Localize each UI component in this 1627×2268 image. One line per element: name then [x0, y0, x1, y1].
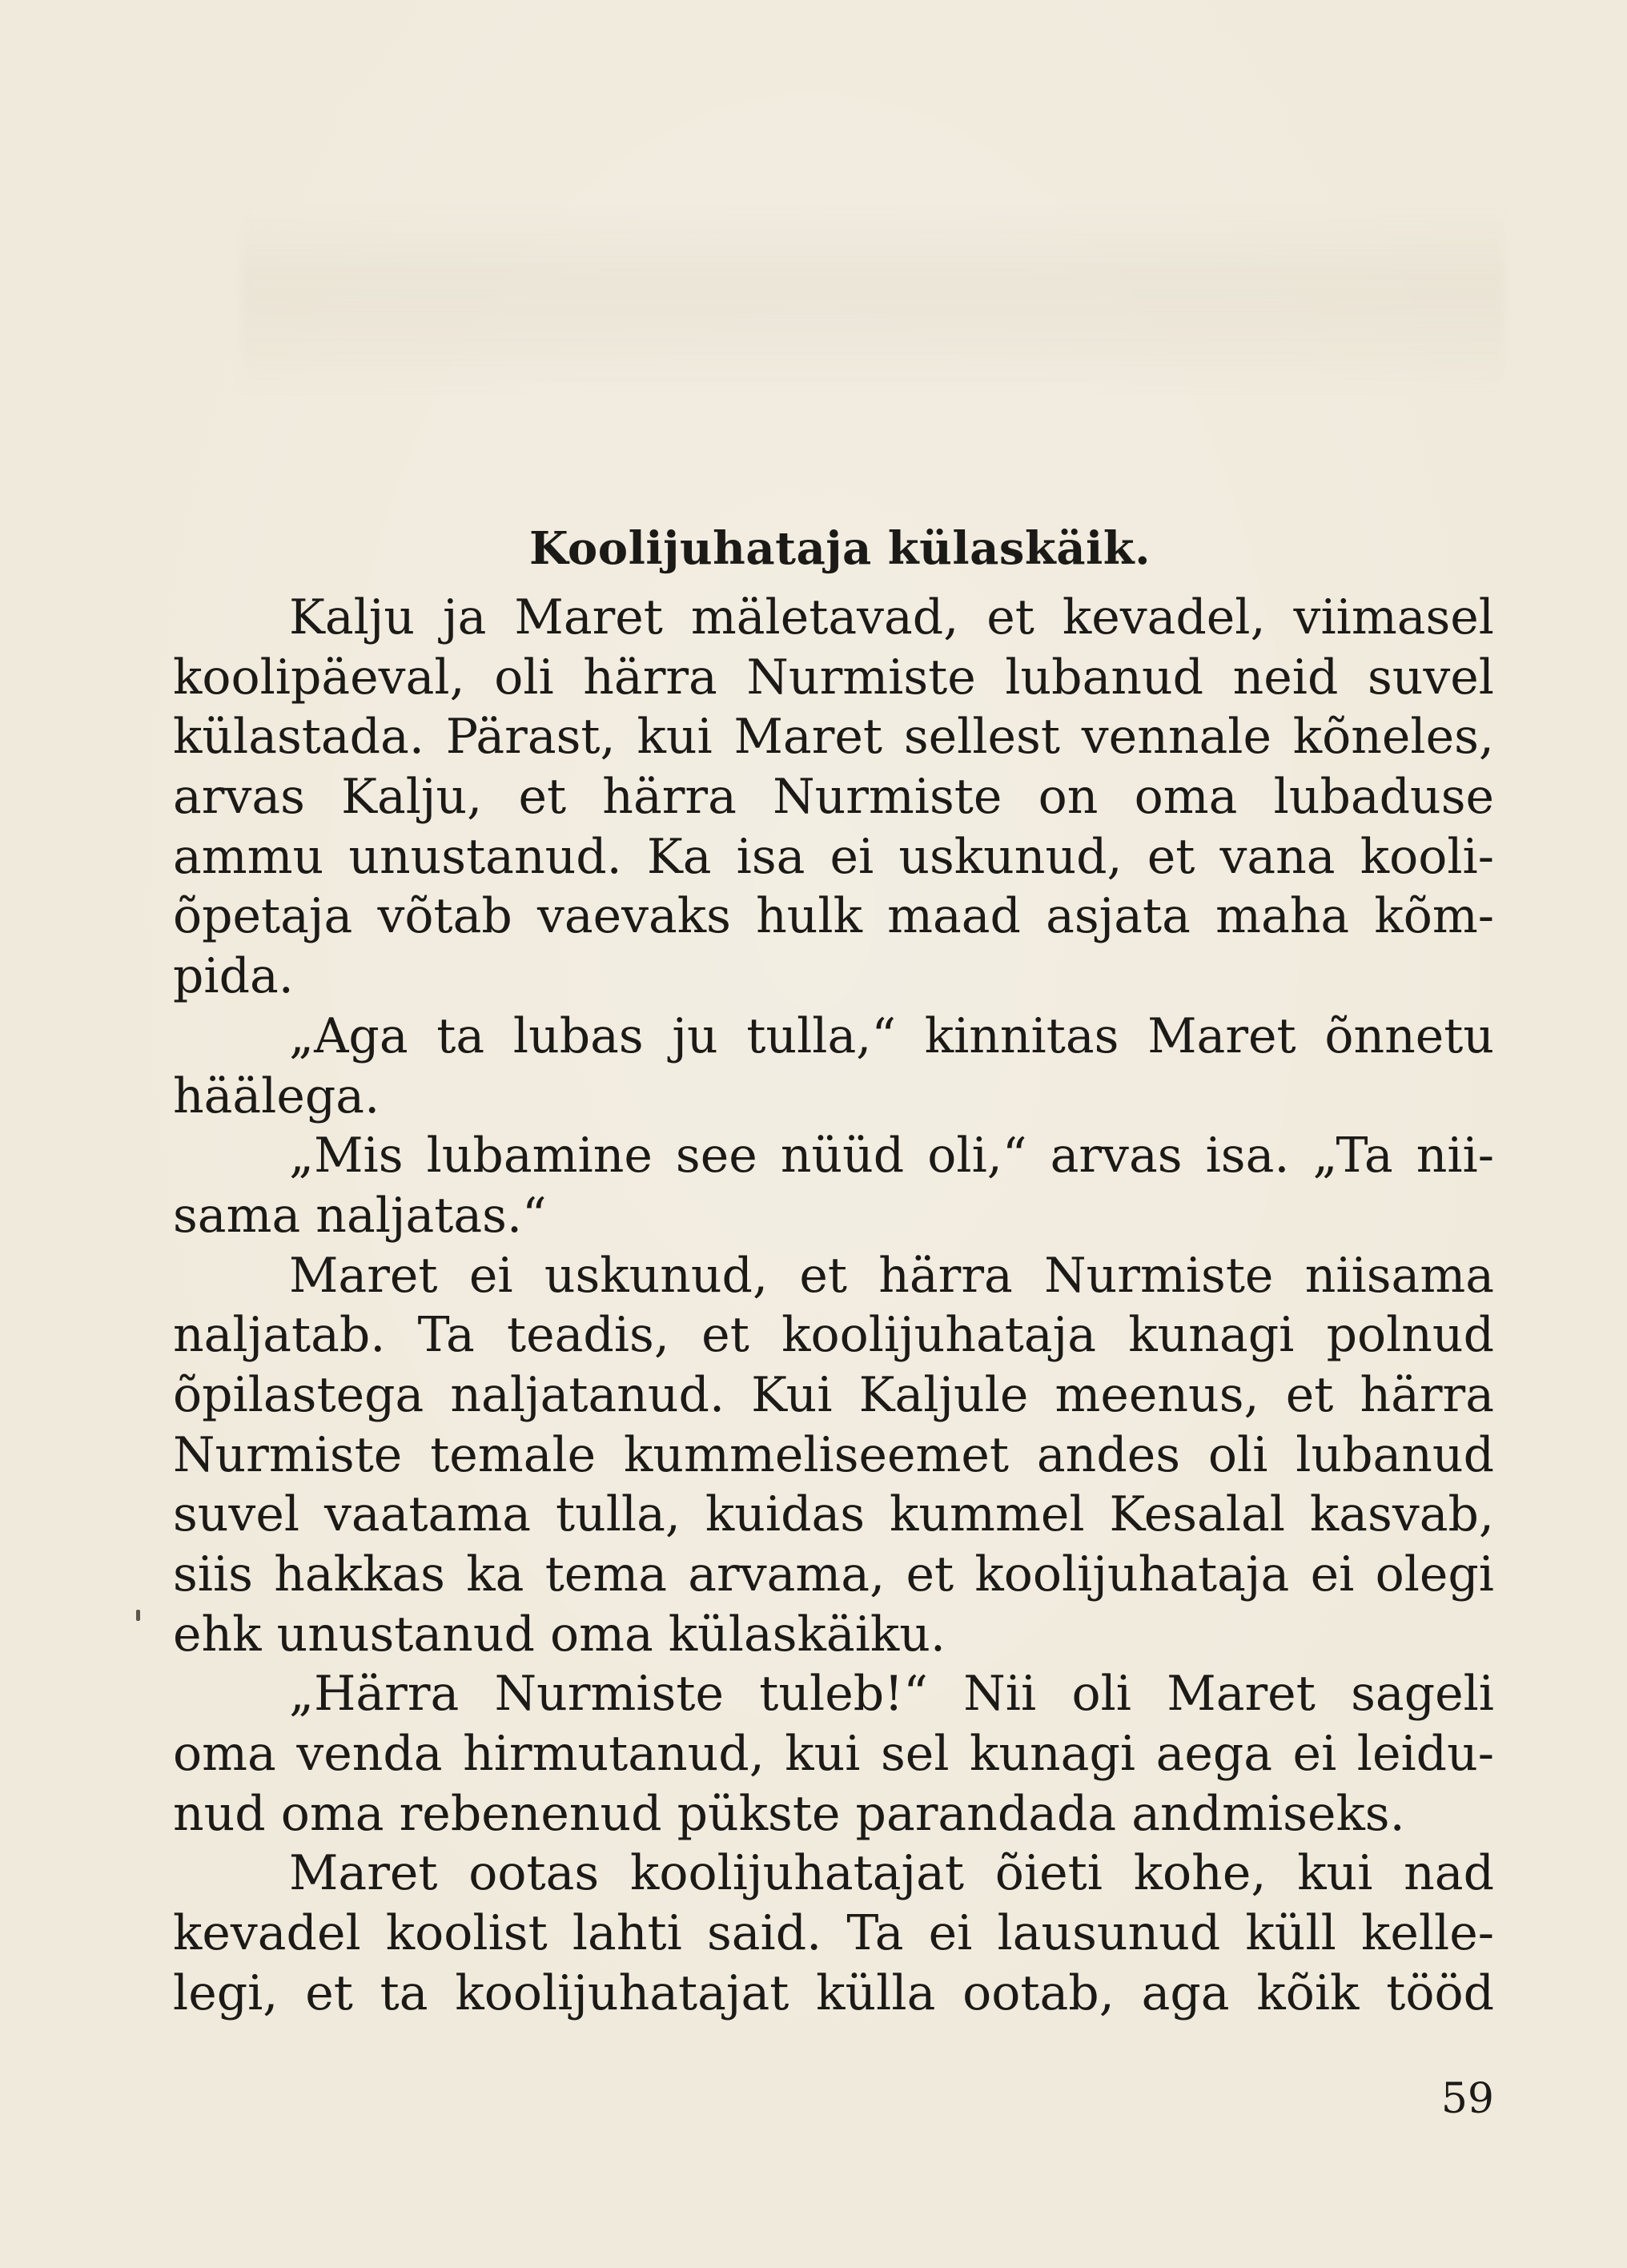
text-line: Maret ootas koolijuhatajat õieti kohe, kui nad [289, 1845, 1494, 1902]
text-line: Kalju ja Maret mäletavad, et kevadel, viimasel [289, 589, 1494, 645]
text-line: külastada. Pärast, kui Maret sellest vennale kõneles, [173, 709, 1494, 766]
text-line: õpetaja võtab vaevaks hulk maad asjata maha kõm- [173, 888, 1494, 945]
text-line: „Aga ta lubas ju tulla,“ kinnitas Maret õnnetu [289, 1007, 1494, 1064]
show-through-bleed [240, 204, 1505, 396]
page-number: 59 [1440, 2075, 1494, 2123]
text-line: siis hakkas ka tema arvama, et koolijuhataja ei olegi [173, 1546, 1494, 1602]
chapter-title: Koolijuhataja külaskäik. [528, 522, 1151, 575]
body-text [173, 588, 1494, 2024]
text-line: ehk unustanud oma külaskäiku. [173, 1606, 946, 1663]
text-line: nud oma rebenenud pükste parandada andmiseks. [173, 1785, 1405, 1842]
text-line: legi, et ta koolijuhatajat külla ootab, aga kõik tööd [173, 1964, 1494, 2021]
text-line: naljatab. Ta teadis, et koolijuhataja kunagi polnud [173, 1307, 1494, 1364]
text-line: „Härra Nurmiste tuleb!“ Nii oli Maret sageli [289, 1666, 1494, 1723]
text-line: ammu unustanud. Ka isa ei uskunud, et vana kooli- [173, 828, 1494, 885]
text-line: suvel vaatama tulla, kuidas kummel Kesalal kasvab, [173, 1486, 1494, 1543]
text-line: koolipäeval, oli härra Nurmiste lubanud neid suvel [173, 649, 1494, 706]
text-line: sama naljatas.“ [173, 1187, 547, 1244]
paper-speck [136, 1610, 140, 1621]
text-line: pida. [173, 948, 294, 1005]
text-line: arvas Kalju, et härra Nurmiste on oma lubaduse [173, 769, 1494, 826]
text-line: õpilastega naljatanud. Kui Kaljule meenus, et härra [173, 1366, 1494, 1423]
text-line: Maret ei uskunud, et härra Nurmiste niisama [289, 1247, 1494, 1304]
text-line: „Mis lubamine see nüüd oli,“ arvas isa. „Ta nii- [289, 1128, 1494, 1184]
text-line: Nurmiste temale kummeliseemet andes oli lubanud [173, 1426, 1494, 1483]
text-line: kevadel koolist lahti said. Ta ei lausunud küll kelle- [173, 1905, 1494, 1962]
text-line: oma venda hirmutanud, kui sel kunagi aega ei leidu- [173, 1726, 1494, 1783]
text-line: häälega. [173, 1068, 380, 1124]
